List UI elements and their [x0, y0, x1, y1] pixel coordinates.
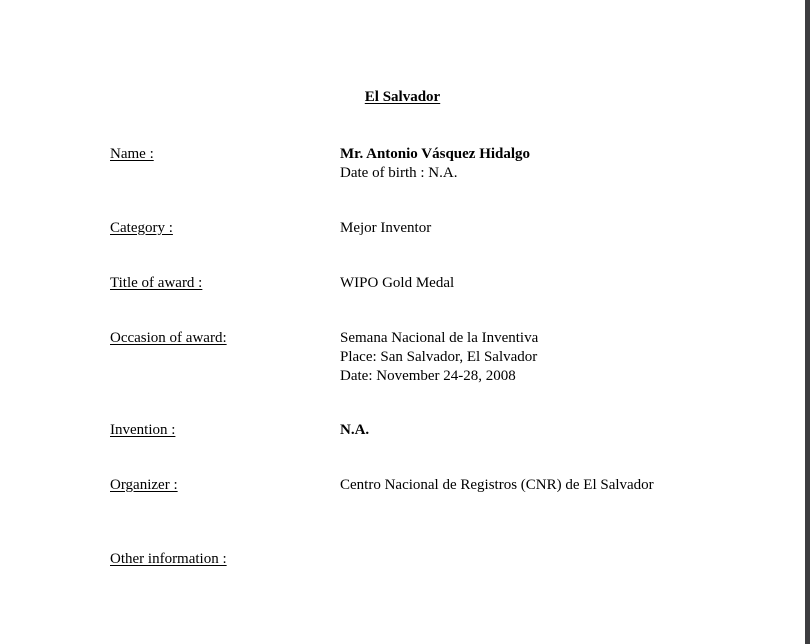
field-value-line: Centro Nacional de Registros (CNR) de El Salvador	[340, 477, 654, 493]
field-values	[340, 274, 454, 293]
field-label-other-information: Other information :	[110, 551, 227, 567]
field-values	[340, 219, 431, 238]
page-title: El Salvador	[364, 89, 441, 105]
window-right-edge	[805, 0, 810, 644]
field-value-line: Date of birth : N.A.	[340, 165, 458, 181]
field-values	[340, 145, 530, 183]
field-values	[340, 329, 538, 386]
field-values	[340, 421, 369, 440]
field-label-invention: Invention :	[110, 422, 176, 438]
field-value-line: Date: November 24-28, 2008	[340, 368, 516, 384]
field-label-name: Name :	[110, 146, 154, 162]
field-label-occasion-of-award: Occasion of award:	[110, 330, 227, 346]
field-label-title-of-award: Title of award :	[110, 275, 203, 291]
field-value-line: Place: San Salvador, El Salvador	[340, 349, 538, 365]
field-value-line: Semana Nacional de la Inventiva	[340, 330, 539, 346]
field-value-line: Mejor Inventor	[340, 220, 432, 236]
field-values	[340, 476, 654, 495]
field-value-line: WIPO Gold Medal	[340, 275, 455, 291]
field-value-line: Mr. Antonio Vásquez Hidalgo	[340, 146, 531, 162]
field-label-organizer: Organizer :	[110, 477, 178, 493]
field-value-line: N.A.	[340, 422, 370, 438]
field-label-category: Category :	[110, 220, 173, 236]
